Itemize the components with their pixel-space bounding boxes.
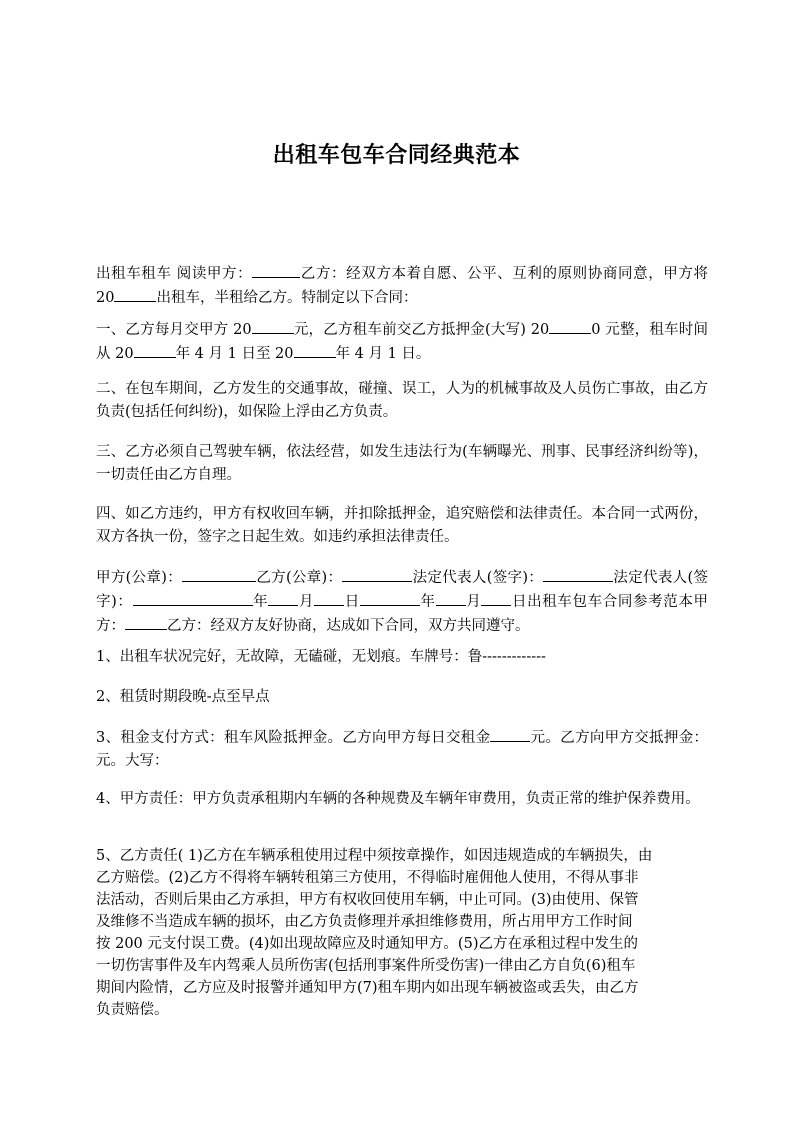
blank-line	[114, 286, 156, 302]
intro-text-3: 出租车，半租给乙方。特制定以下合同：	[156, 290, 418, 306]
item-1: 1、出租车状况完好，无故障，无磕碰，无划痕。车牌号：鲁-------------	[96, 649, 546, 665]
signature-block	[96, 566, 708, 638]
item-5-line: 一切伤害事件及车内驾乘人员所伤害(包括刑事案件所受伤害)一律由乙方自负(6)租车	[96, 958, 636, 974]
blank-line	[252, 262, 300, 278]
item-5	[96, 845, 708, 1021]
signature-blank	[133, 590, 253, 606]
legal-rep-label: 法定代表人(签字)：	[412, 570, 544, 586]
day-label: 日	[344, 594, 360, 610]
signature-text-end: 乙方：经双方友好协商，达成如下合同，双方共同遵守。	[167, 618, 530, 634]
clause-4: 四、如乙方违约，甲方有权收回车辆，并扣除抵押金，追究赔偿和法律责任。本合同一式两份，双方各执一份，签字之日起生效。如违约承担法律责任。	[96, 506, 708, 545]
clause-1-text-3: 0 元整，租车时间从 20	[96, 322, 708, 362]
blank-line	[252, 318, 294, 334]
blank-line	[294, 342, 336, 358]
item-3	[96, 726, 708, 773]
blank-line	[490, 726, 530, 742]
clause-1-text-4: 年 4 月 1 日至 20	[175, 346, 294, 362]
blank-line	[549, 318, 591, 334]
clause-1-text-5: 年 4 月 1 日。	[335, 346, 431, 362]
clause-2: 二、在包车期间，乙方发生的交通事故，碰撞、误工，人为的机械事故及人员伤亡事故，由乙方负责(包括任何纠纷)，如保险上浮由乙方负责。	[96, 381, 708, 420]
item-2: 2、租赁时期段晚-点至早点	[96, 689, 270, 705]
clause-1	[96, 318, 708, 366]
clause-3: 三、乙方必须自己驾驶车辆，依法经营，如发生违法行为(车辆曝光、刑事、民事经济纠纷等)，一切责任由乙方自理。	[96, 444, 708, 483]
signature-blank	[342, 566, 412, 582]
date-blank	[360, 590, 420, 606]
date-blank	[436, 590, 466, 606]
item-5-line: 负责赔偿。	[96, 1002, 169, 1018]
party-a-label: 甲方(公章)：	[96, 570, 183, 586]
item-3-text-1: 3、租金支付方式：租车风险抵押金。乙方向甲方每日交租金	[96, 730, 491, 746]
item-5-line: 法活动，否则后果由乙方承担，甲方有权收回使用车辆，中止可同。(3)由使用、保管	[96, 892, 639, 908]
party-b-label: 乙方(公章)：	[256, 570, 343, 586]
year-label: 年	[252, 594, 269, 610]
signature-blank	[543, 566, 613, 582]
legal-rep-label-2: 法定代表人(签字)：	[96, 570, 708, 610]
item-5-line: 按 200 元支付误工费。(4)如出现故障应及时通知甲方。(5)乙方在承租过程中发生的	[96, 936, 638, 952]
date-blank	[314, 590, 344, 606]
item-4: 4、甲方责任：甲方负责承租期内车辆的各种规费及车辆年审费用，负责正常的维护保养费用。	[96, 791, 700, 807]
item-5-line: 及维修不当造成车辆的损坏，由乙方负责修理并承担维修费用，所占用甲方工作时间	[96, 914, 633, 930]
clause-1-text-1: 一、乙方每月交甲方 20	[96, 322, 252, 338]
clause-1-text-2: 元，乙方租车前交乙方抵押金(大写) 20	[293, 322, 550, 338]
signature-text-tail: 日出租车包车合同参考范本甲方：	[96, 594, 709, 634]
intro-text-2: 乙方：经双方本着自愿、公平、互利的原则协商同意，甲方将 20	[96, 266, 708, 306]
signature-blank	[125, 614, 167, 630]
item-3-text-2: 元。乙方向甲方交抵押金：元。大写：	[96, 730, 708, 769]
signature-blank	[182, 566, 256, 582]
intro-paragraph	[96, 262, 708, 310]
year-label-2: 年	[419, 594, 436, 610]
document-title: 出租车包车合同经典范本	[272, 143, 521, 168]
date-blank	[268, 590, 298, 606]
blank-line	[134, 342, 176, 358]
item-5-line: 期间内险情，乙方应及时报警并通知甲方(7)租车期内如出现车辆被盗或丢失，由乙方	[96, 980, 639, 996]
date-blank	[481, 590, 511, 606]
intro-text-1: 出租车租车 阅读甲方：	[96, 266, 253, 282]
item-5-line: 5、乙方责任( 1)乙方在车辆承租使用过程中须按章操作，如因违规造成的车辆损失，由	[96, 848, 653, 864]
month-label-2: 月	[465, 594, 482, 610]
month-label: 月	[298, 594, 315, 610]
item-5-line: 乙方赔偿。(2)乙方不得将车辆转租第三方使用，不得临时雇佣他人使用，不得从事非	[96, 870, 639, 886]
